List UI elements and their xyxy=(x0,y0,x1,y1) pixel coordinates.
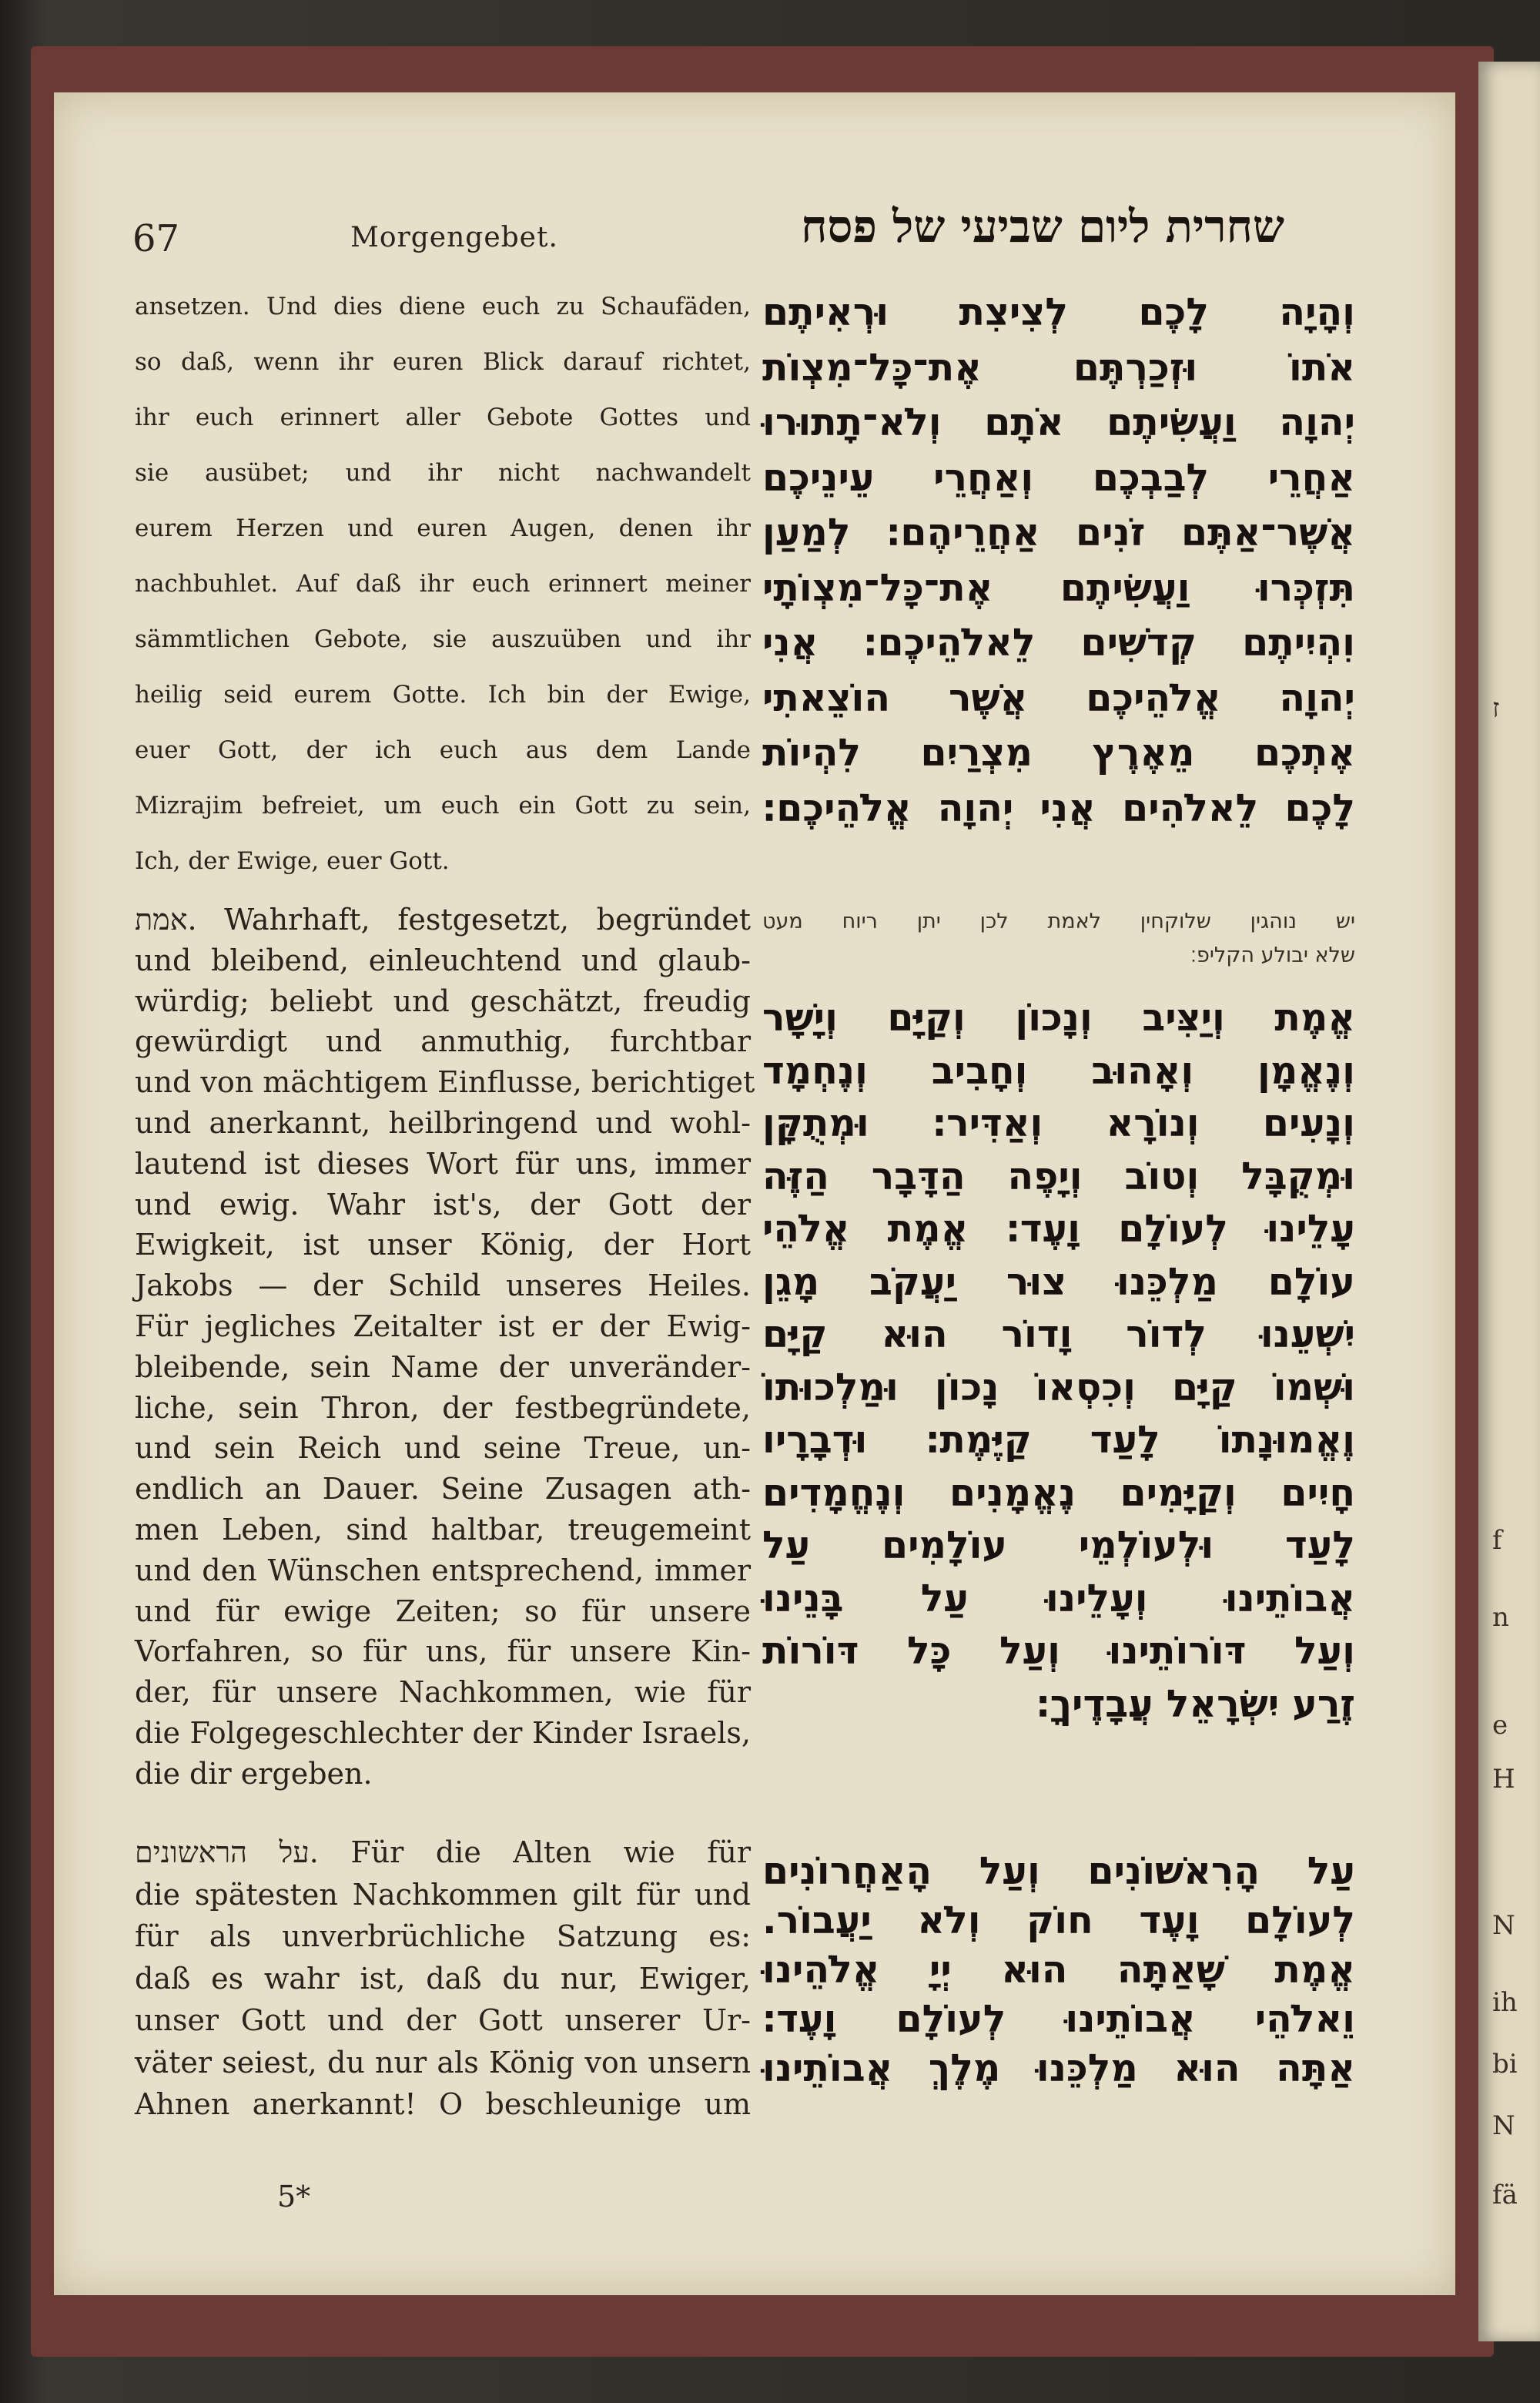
text-line: Mizrajim befreiet, um euch ein Gott zu sein, xyxy=(135,792,751,819)
facing-page-fragment: bi xyxy=(1492,2049,1518,2080)
text-line: וְנֶאֱמָן וְאָהוּב וְחָבִיב וְנֶחְמָד xyxy=(762,1048,1355,1093)
facing-page-fragment: N xyxy=(1492,2110,1515,2141)
text-line: und ewig. Wahr ist's, der Gott der xyxy=(135,1187,751,1222)
text-line: לָעַד וּלְעוֹלְמֵי עוֹלָמִים עַל xyxy=(762,1523,1355,1567)
text-line: אֹתוֹ וּזְכַרְתֶּם אֶת־כָּל־מִצְוֹת xyxy=(762,345,1355,390)
text-line: so daß, wenn ihr euren Blick darauf richtet, xyxy=(135,348,751,376)
text-line: ihr euch erinnert aller Gebote Gottes und xyxy=(135,404,751,431)
text-line: עָלֵינוּ לְעוֹלָם וָעֶד׃ אֱמֶת אֱלֹהֵי xyxy=(762,1207,1355,1251)
text-line: לָכֶם לֵאלֹהִים אֲנִי יְהוָה אֱלֹהֵיכֶם׃ xyxy=(762,786,1355,830)
text-line: lautend ist dieses Wort für uns, immer xyxy=(135,1146,751,1181)
text-line: חָיִים וְקַיָּמִים נֶאֱמָנִים וְנֶחֱמָדִים xyxy=(762,1470,1355,1515)
text-line: וּמְקֻבָּל וְטוֹב וְיָפֶה הַדָּבָר הַזֶּה xyxy=(762,1154,1355,1198)
text-line: וְהָיָה לָכֶם לְצִיצִת וּרְאִיתֶם xyxy=(762,290,1355,334)
text-line: liche, sein Thron, der festbegründete, xyxy=(135,1390,751,1425)
facing-page-fragment: ז xyxy=(1492,693,1500,724)
text-line: יְהוָה וַעֲשִׂיתֶם אֹתָם וְלֹא־תָתוּרוּ xyxy=(762,400,1355,444)
text-line: וְעַל דּוֹרוֹתֵינוּ וְעַל כָּל דּוֹרוֹת xyxy=(762,1629,1355,1673)
text-line: väter seiest, du nur als König von unsern xyxy=(135,2045,751,2080)
text-line: עוֹלָם מַלְכֵּנוּ צוּר יַעֲקֹב מָגֵן xyxy=(762,1259,1355,1304)
text-line: אֲשֶׁר־אַתֶּם זֹנִים אַחֲרֵיהֶם׃ לְמַעַן xyxy=(762,511,1355,555)
text-line: und den Wünschen entsprechend, immer xyxy=(135,1553,751,1587)
facing-page-fragment: H xyxy=(1492,1764,1515,1795)
text-line: יְהוָה אֱלֹהֵיכֶם אֲשֶׁר הוֹצֵאתִי xyxy=(762,675,1355,720)
text-line: Ewigkeit, ist unser König, der Hort xyxy=(135,1228,751,1262)
facing-page-edge xyxy=(1478,62,1540,2341)
text-line: würdig; beliebt und geschätzt, freudig xyxy=(135,984,751,1018)
text-line: זֶרַע יִשְׂרָאֵל עֲבָדֶיךָ׃ xyxy=(1036,1681,1355,1726)
text-line: ansetzen. Und dies diene euch zu Schaufäden, xyxy=(135,293,751,320)
text-line: bleibende, sein Name der unveränder- xyxy=(135,1349,751,1384)
facing-page-fragment: ih xyxy=(1492,1987,1518,2018)
facing-page-fragment: f xyxy=(1492,1525,1502,1556)
facing-page-fragment: n xyxy=(1492,1602,1509,1633)
text-line: Ich, der Ewige, euer Gott. xyxy=(135,847,450,875)
text-line: וּשְׁמוֹ קַיָּם וְכִסְאוֹ נָכוֹן וּמַלְכוּתוֹ xyxy=(762,1365,1355,1409)
text-line: eurem Herzen und euren Augen, denen ihr xyxy=(135,514,751,542)
text-line: וֵאלֹהֵי אֲבוֹתֵינוּ לְעוֹלָם וָעֶד׃ xyxy=(762,1997,1355,2041)
text-line: Für jegliches Zeitalter ist er der Ewig- xyxy=(135,1309,751,1343)
page-number: 67 xyxy=(132,217,180,260)
text-line: daß es wahr ist, daß du nur, Ewiger, xyxy=(135,1961,751,1996)
text-line: der, für unsere Nachkommen, wie für xyxy=(135,1675,751,1710)
text-line: nachbuhlet. Auf daß ihr euch erinnert meiner xyxy=(135,570,751,598)
text-line: לְעוֹלָם וָעֶד חוֹק וְלֹא יַעֲבוֹר. xyxy=(762,1899,1355,1942)
text-line: euer Gott, der ich euch aus dem Lande xyxy=(135,736,751,764)
text-line: und bleibend, einleuchtend und glaub- xyxy=(135,943,751,977)
text-line: וֶאֱמוּנָתוֹ לָעַד קַיֶּמֶת׃ וּדְבָרָיו xyxy=(762,1418,1355,1462)
text-line: אמת. Wahrhaft, festgesetzt, begründet xyxy=(135,903,751,937)
signature-mark: 5* xyxy=(277,2180,311,2214)
german-paragraph-1 xyxy=(135,279,751,889)
text-line: וְנָעִים וְנוֹרָא וְאַדִּיר׃ וּמְתֻקָּן xyxy=(762,1101,1355,1145)
text-line: Vorfahren, so für uns, für unsere Kin- xyxy=(135,1634,751,1669)
text-line: und anerkannt, heilbringend und wohl- xyxy=(135,1105,751,1140)
text-line: תִּזְכְּרוּ וַעֲשִׂיתֶם אֶת־כָּל־מִצְוֹתָי xyxy=(762,565,1355,610)
text-line: Ahnen anerkannt! O beschleunige um xyxy=(135,2087,751,2121)
text-line: אֱמֶת וְיַצִּיב וְנָכוֹן וְקַיָּם וְיָשָׁר xyxy=(762,996,1355,1040)
text-line: עַל הָרִאשׁוֹנִים וְעַל הָאַחֲרוֹנִים xyxy=(762,1849,1355,1893)
hebrew-paragraph-3 xyxy=(762,1847,1355,2093)
hebrew-paragraph-2 xyxy=(762,992,1355,1731)
text-line: על הראשונים. Für die Alten wie für xyxy=(135,1835,751,1869)
header-title-german: Morgengebet. xyxy=(350,222,558,253)
text-line: יִשְׁעֵנוּ לְדוֹר וָדוֹר הוּא קַיָּם xyxy=(762,1312,1355,1356)
text-line: יש נוהגין שלוקחין לאמת לכן יתן ריוח מעט xyxy=(762,910,1355,933)
text-line: die dir ergeben. xyxy=(135,1756,373,1791)
text-line: sie ausübet; und ihr nicht nachwandelt xyxy=(135,459,751,487)
hebrew-instruction-note xyxy=(762,905,1355,973)
text-line: und von mächtigem Einflusse, berichtiget xyxy=(135,1065,755,1100)
text-line: men Leben, sind haltbar, treugemeint xyxy=(135,1512,751,1547)
text-line: שלא יבולע הקליפ׃ xyxy=(1190,943,1355,967)
text-line: die spätesten Nachkommen gilt für und xyxy=(135,1877,751,1912)
facing-page-fragment: N xyxy=(1492,1910,1515,1941)
text-line: endlich an Dauer. Seine Zusagen ath- xyxy=(135,1472,751,1506)
text-line: וִהְיִיתֶם קְדֹשִׁים לֵאלֹהֵיכֶם׃ אֲנִי xyxy=(762,621,1355,665)
german-paragraph-2 xyxy=(135,900,755,1795)
text-line: sämmtlichen Gebote, sie auszuüben und ihr xyxy=(135,625,751,653)
text-line: und für ewige Zeiten; so für unsere xyxy=(135,1594,751,1628)
text-line: die Folgegeschlechter der Kinder Israels, xyxy=(135,1715,751,1750)
text-line: und sein Reich und seine Treue, un- xyxy=(135,1431,751,1466)
text-line: אֲבוֹתֵינוּ וְעָלֵינוּ עַל בָּנֵינוּ xyxy=(762,1576,1355,1620)
text-line: אֱמֶת שָׁאַתָּה הוּא יְיָ אֱלֹהֵינוּ xyxy=(762,1948,1355,1992)
german-paragraph-3 xyxy=(135,1832,751,2126)
text-line: für als unverbrüchliche Satzung es: xyxy=(135,1919,751,1953)
text-line: unser Gott und der Gott unserer Ur- xyxy=(135,2003,751,2037)
text-line: אֶתְכֶם מֵאֶרֶץ מִצְרַיִם לִהְיוֹת xyxy=(762,731,1355,775)
text-line: אַתָּה הוּא מַלְכֵּנוּ מֶלֶךְ אֲבוֹתֵינוּ xyxy=(762,2046,1355,2090)
facing-page-fragment: fä xyxy=(1492,2180,1518,2210)
facing-page-fragment: e xyxy=(1492,1710,1508,1741)
text-line: gewürdigt und anmuthig, furchtbar xyxy=(135,1024,751,1059)
header-title-hebrew: שחרית ליום שביעי של פסח xyxy=(801,200,1284,253)
text-line: אַחֲרֵי לְבַבְכֶם וְאַחֲרֵי עֵינֵיכֶם xyxy=(762,455,1355,500)
text-line: heilig seid eurem Gotte. Ich bin der Ewige, xyxy=(135,681,751,709)
text-line: Jakobs — der Schild unseres Heiles. xyxy=(135,1269,751,1303)
hebrew-paragraph-1 xyxy=(762,285,1355,836)
